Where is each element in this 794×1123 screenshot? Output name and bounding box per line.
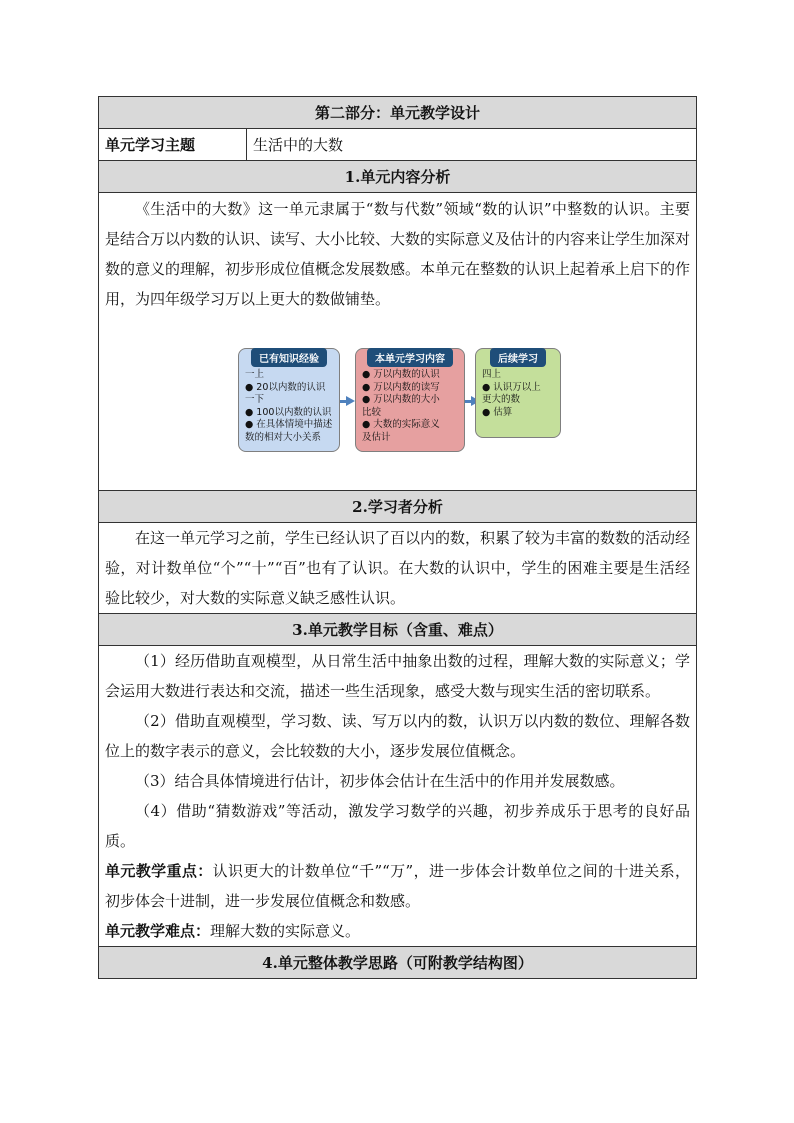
text-line: （4）借助“猜数游戏”等活动，激发学习数学的兴趣，初步养成乐于思考的良 bbox=[135, 802, 660, 820]
text-line: 来让学生加深对数的意义的理解，初步形成位值概念发展数感。本单元在整数的认 bbox=[105, 230, 691, 278]
theme-label: 单元学习主题 bbox=[99, 129, 247, 161]
key-point-label: 单元教学重点： bbox=[105, 862, 213, 880]
future-learning-title: 后续学习 bbox=[490, 348, 546, 367]
list-item: 及估计 bbox=[362, 431, 391, 443]
text-line: 识。主要是结合万以内数的认识、读写、大小比较、大数的实际意义及估计的内容 bbox=[105, 200, 691, 248]
text-line: 难主要是生活经验比较少，对大数的实际意义缺乏感性认识。 bbox=[105, 559, 691, 607]
prior-knowledge-title: 已有知识经验 bbox=[251, 348, 327, 367]
knowledge-flow-diagram bbox=[99, 314, 696, 490]
goal-4 bbox=[99, 796, 696, 856]
prior-knowledge-list bbox=[245, 369, 335, 444]
text-line: 在这一单元学习之前，学生已经认识了百以内的数，积累了较为丰富的数数的 bbox=[135, 529, 646, 547]
list-item: ● 万以内数的大小 bbox=[362, 394, 440, 405]
list-item: 一上 bbox=[245, 369, 265, 380]
future-learning-list bbox=[482, 369, 556, 419]
list-item: 比较 bbox=[362, 406, 382, 418]
section-2-title: 2.学习者分析 bbox=[99, 491, 697, 523]
goal-1 bbox=[99, 646, 696, 706]
list-item: ● 万以内数的认识 bbox=[362, 369, 440, 380]
prior-knowledge-box bbox=[238, 348, 340, 452]
text-line: 关系，初步体会十进制，进一步发展位值概念和数感。 bbox=[105, 862, 690, 910]
list-item: 数的相对大小关系 bbox=[245, 431, 322, 443]
part-title: 第二部分：单元教学设计 bbox=[99, 97, 697, 129]
list-item: ● 大数的实际意义 bbox=[362, 419, 440, 430]
text-line: 活动经验，对计数单位“个”“十”“百”也有了认识。在大数的认识中，学生的困 bbox=[105, 529, 691, 577]
text-line: 认识更大的计数单位“千”“万”，进一步体会计数单位之间的十进 bbox=[212, 862, 645, 880]
text-line: 学会运用大数进行表达和交流，描述一些生活现象，感受大数与现实生活的密切联 bbox=[105, 652, 690, 700]
unit-content-box bbox=[355, 348, 465, 452]
list-item: ● 100以内数的认识 bbox=[245, 406, 332, 418]
text-line: （2）借助直观模型，学习数、读、写万以内的数，认识万以内数的数位、理解 bbox=[135, 712, 660, 730]
goal-2 bbox=[99, 706, 696, 766]
section-4-title: 4.单元整体教学思路（可附教学结构图） bbox=[99, 947, 697, 979]
difficult-point-label: 单元教学难点： bbox=[105, 922, 211, 940]
list-item: ● 在具体情境中描述 bbox=[245, 419, 333, 430]
difficult-point-text: 理解大数的实际意义。 bbox=[210, 922, 361, 940]
unit-content-title: 本单元学习内容 bbox=[367, 348, 453, 367]
theme-value: 生活中的大数 bbox=[247, 129, 697, 161]
arrow-1-icon bbox=[346, 396, 355, 406]
list-item: ● 20以内数的认识 bbox=[245, 381, 326, 393]
section-2-content bbox=[99, 523, 697, 614]
text-line: 识上起着承上启下的作用，为四年级学习万以上更大的数做铺垫。 bbox=[105, 260, 691, 308]
text-line: 各数位上的数字表示的意义，会比较数的大小，逐步发展位值概念。 bbox=[105, 712, 690, 760]
text-line: 系。 bbox=[630, 682, 661, 700]
unit-content-list bbox=[362, 369, 460, 444]
section-1-title: 1.单元内容分析 bbox=[99, 161, 697, 193]
text-line: 《生活中的大数》这一单元隶属于“数与代数”领域“数的认识”中整数的认 bbox=[135, 200, 629, 218]
key-point bbox=[99, 856, 696, 916]
list-item: 更大的数 bbox=[482, 394, 521, 405]
section-3-content bbox=[99, 646, 697, 947]
section-1-paragraph bbox=[99, 194, 696, 314]
section-3-title: 3.单元教学目标（含重、难点） bbox=[99, 614, 697, 646]
list-item: 四上 bbox=[482, 369, 502, 380]
difficult-point bbox=[99, 916, 696, 946]
future-learning-box bbox=[475, 348, 561, 438]
goal-3 bbox=[99, 766, 696, 796]
list-item: ● 万以内数的读写 bbox=[362, 381, 440, 393]
text-line: （3）结合具体情境进行估计，初步体会估计在生活中的作用并发展数感。 bbox=[135, 772, 625, 790]
text-line: 好品质。 bbox=[105, 802, 690, 850]
list-item: 一下 bbox=[245, 394, 265, 405]
section-2-paragraph bbox=[99, 523, 696, 613]
list-item: ● 认识万以上 bbox=[482, 381, 541, 393]
text-line: （1）经历借助直观模型，从日常生活中抽象出数的过程，理解大数的实际意义； bbox=[135, 652, 675, 670]
list-item: ● 估算 bbox=[482, 406, 513, 418]
section-1-content bbox=[99, 193, 697, 491]
unit-design-table bbox=[98, 96, 697, 979]
